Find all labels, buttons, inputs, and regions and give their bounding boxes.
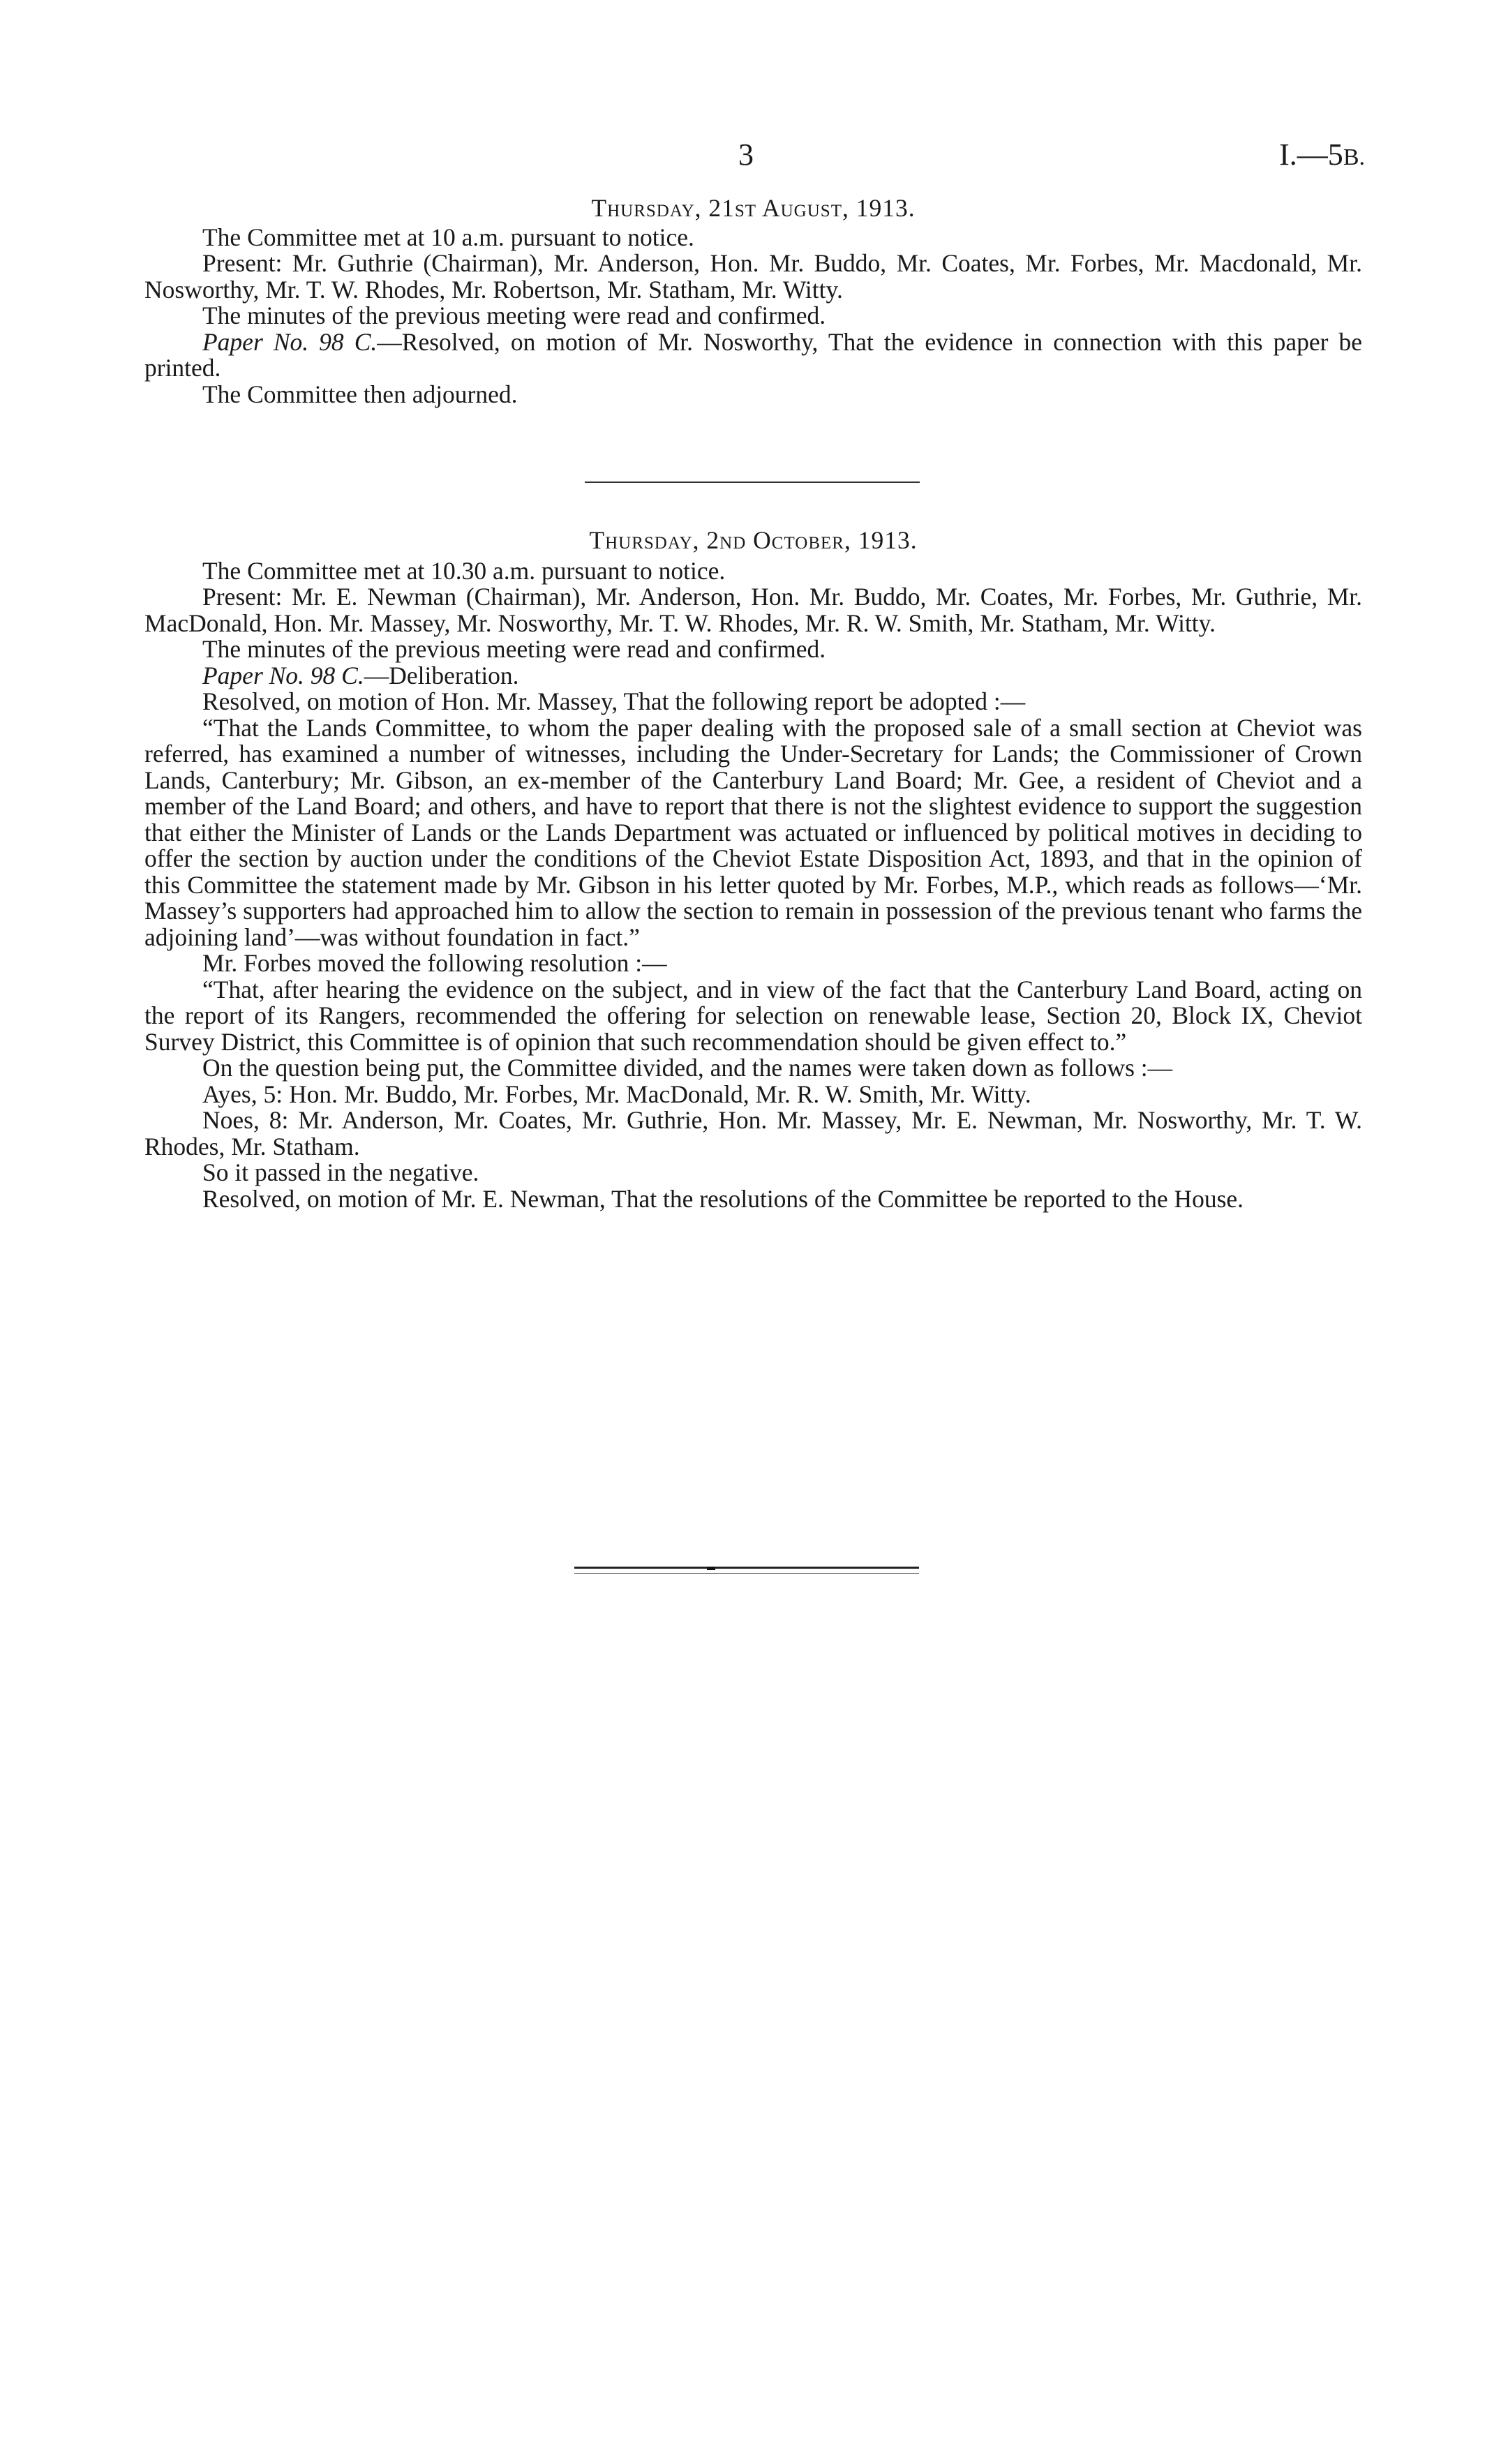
motion-paragraph: Mr. Forbes moved the following resolution :— <box>202 949 667 977</box>
meeting-heading: Thursday, 2nd October, 1913. <box>589 526 918 554</box>
paper-label: Paper No. 98 C. <box>202 327 378 356</box>
attendance-paragraph: Present: Mr. E. Newman (Chairman), Mr. Anderson, Hon. Mr. Buddo, Mr. Coates, Mr. Forbes, Mr. Guthrie, Mr. MacDonald, Hon. Mr. Massey, Mr. Nosworthy, Mr. T. W. Rhodes, Mr. R. W. Smith, Mr. Statham, Mr. Witty. <box>144 583 1362 637</box>
meeting-heading: Thursday, 21st August, 1913. <box>591 194 916 222</box>
ayes-paragraph: Ayes, 5: Hon. Mr. Buddo, Mr. Forbes, Mr. MacDonald, Mr. R. W. Smith, Mr. Witty. <box>202 1080 1031 1108</box>
section-divider <box>585 481 920 483</box>
attendance-paragraph: Present: Mr. Guthrie (Chairman), Mr. Anderson, Hon. Mr. Buddo, Mr. Coates, Mr. Forbes, Mr. Macdonald, Mr. Nosworthy, Mr. T. W. Rhodes, Mr. Robertson, Mr. Statham, Mr. Witty. <box>144 249 1362 304</box>
resolution-paragraph: Resolved, on motion of Hon. Mr. Massey, That the following report be adopted :— <box>202 687 1026 715</box>
end-rule <box>574 1567 919 1574</box>
paper-resolution-paragraph <box>144 329 1362 382</box>
minutes-paragraph: The Committee met at 10.30 a.m. pursuant to notice. <box>202 556 726 585</box>
document-reference <box>1279 137 1365 172</box>
adjournment-paragraph: The Committee then adjourned. <box>202 380 518 408</box>
paper-deliberation-text: —Deliberation. <box>364 661 519 689</box>
paper-label: Paper No. 98 C. <box>202 661 364 689</box>
minutes-paragraph: The Committee met at 10 a.m. pursuant to notice. <box>202 223 694 251</box>
noes-paragraph: Noes, 8: Mr. Anderson, Mr. Coates, Mr. Guthrie, Hon. Mr. Massey, Mr. E. Newman, Mr. Nosworthy, Mr. T. W. Rhodes, Mr. Statham. <box>144 1106 1362 1160</box>
end-rule-ornament <box>707 1567 715 1570</box>
meeting-minutes-21-august <box>144 195 1362 408</box>
paper-deliberation-paragraph <box>144 663 1362 689</box>
resolution-paragraph: Resolved, on motion of Mr. E. Newman, That the resolutions of the Committee be reported to the House. <box>202 1184 1244 1213</box>
minutes-paragraph: The minutes of the previous meeting were read and confirmed. <box>202 301 826 329</box>
resolution-quotation-paragraph: “That, after hearing the evidence on the subject, and in view of the fact that the Canterbury Land Board, acting on the report of its Rangers, recommended the offering for selection on renewable lease, Section 20, Block IX, Cheviot Survey District, this Committee is of opinion that such recommendation should be given effect to.” <box>144 975 1362 1056</box>
division-paragraph: On the question being put, the Committee divided, and the names were taken down as follows :— <box>202 1054 1173 1082</box>
document-reference-main: I.—5 <box>1279 137 1343 172</box>
page-number: 3 <box>738 137 754 172</box>
report-quotation-paragraph: “That the Lands Committee, to whom the paper dealing with the proposed sale of a small section at Cheviot was referred, has examined a number of witnesses, including the Under-Secretary for Lands; the Commissioner of Crown Lands, Canterbury; Mr. Gibson, an ex-member of the Canterbury Land Board; Mr. Gee, a resident of Cheviot and a member of the Land Board; and others, and have to report that there is not the slightest evidence to support the suggestion that either the Minister of Lands or the Lands Department was actuated or influenced by political motives in deciding to offer the section by auction under the conditions of the Cheviot Estate Disposition Act, 1893, and that in the opinion of this Committee the statement made by Mr. Gibson in his letter quoted by Mr. Forbes, M.P., which reads as follows—‘Mr. Massey’s supporters had approached him to allow the section to remain in possession of the previous tenant who farms the adjoining land’—was without foundation in fact.” <box>144 713 1362 951</box>
paper-resolution-text: —Resolved, on motion of Mr. Nosworthy, That the evidence in connection with this paper be printed. <box>144 327 1362 382</box>
minutes-paragraph: The minutes of the previous meeting were read and confirmed. <box>202 635 826 663</box>
document-reference-suffix: B. <box>1343 144 1365 170</box>
meeting-minutes-2-october <box>144 528 1362 1212</box>
outcome-paragraph: So it passed in the negative. <box>202 1158 479 1186</box>
